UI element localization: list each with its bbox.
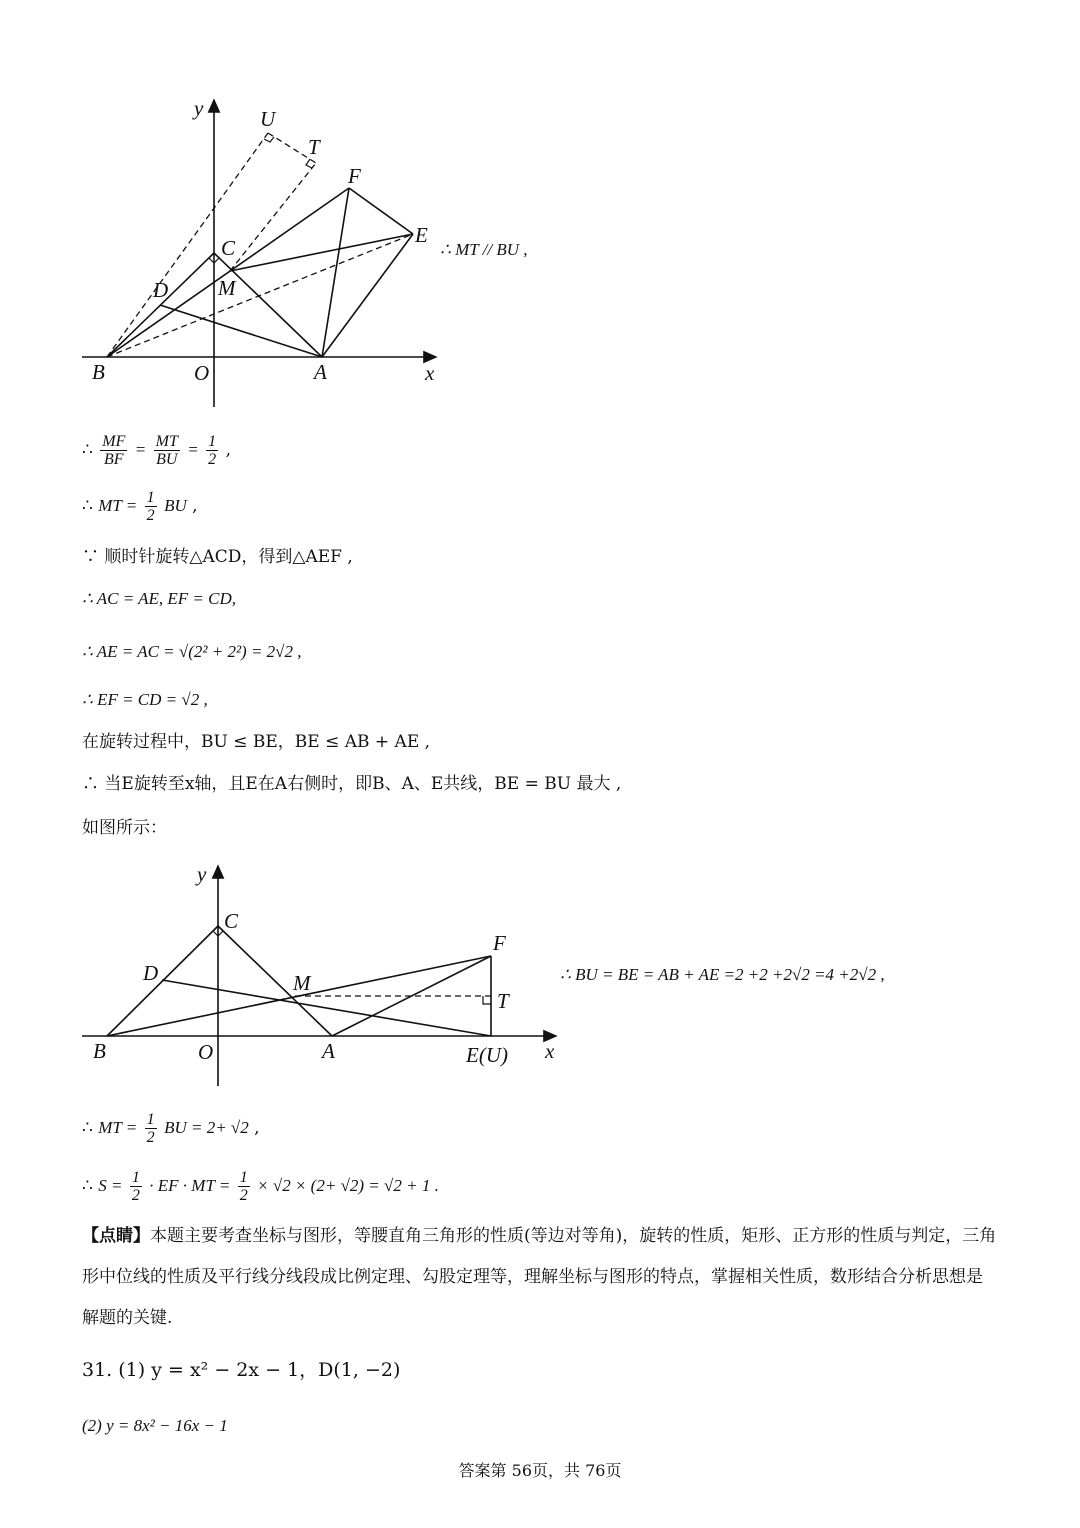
label-D-2: D bbox=[143, 961, 159, 985]
label-x: x bbox=[425, 361, 435, 385]
label-O: O bbox=[194, 361, 210, 385]
label-C-2: C bbox=[224, 909, 239, 933]
segment-MT bbox=[230, 163, 316, 271]
label-y-2: y bbox=[197, 862, 207, 886]
label-B: B bbox=[92, 360, 105, 384]
label-B-2: B bbox=[93, 1039, 106, 1063]
segment-BU bbox=[107, 133, 268, 357]
segment-CA-2 bbox=[218, 926, 332, 1036]
label-A-2: A bbox=[322, 1039, 335, 1063]
label-U: U bbox=[260, 107, 276, 131]
line-mt-half: ∴ MT = $\frac{1}{2}$ BU , bbox=[82, 489, 198, 524]
figure-2-side-text: ∴ BU = BE = AB + AE =2 +2 +2√2 =4 +2√2 , bbox=[560, 965, 885, 984]
line-as-shown: 如图所示： bbox=[82, 818, 167, 838]
label-F: F bbox=[348, 164, 361, 188]
line-ae-value: ∴ AE = AC = √(2² + 2²) = 2√2 , bbox=[82, 642, 302, 661]
segment-BC-2 bbox=[107, 926, 218, 1036]
line-rotation-process: 在旋转过程中，BU ≤ BE，BE ≤ AB + AE , bbox=[82, 732, 431, 752]
segment-DA bbox=[160, 305, 322, 357]
label-O-2: O bbox=[198, 1040, 214, 1064]
figure-1-side-text: ∴ MT // BU , bbox=[440, 240, 528, 259]
label-C: C bbox=[221, 236, 236, 260]
segment-CA bbox=[214, 253, 322, 357]
line-equal-sides: ∴ AC = AE, EF = CD, bbox=[82, 589, 237, 608]
line-ratio: ∴ $\frac{MF}{BF}$ = $\frac{MT}{BU}$ = $\frac{1}{2}$ , bbox=[82, 433, 231, 468]
segment-FE bbox=[349, 188, 413, 234]
page-footer: 答案第 56页，共 76页 bbox=[458, 1461, 622, 1480]
segment-BF bbox=[107, 188, 349, 357]
q31-part1: 31. (1) y = x² − 2x − 1，D(1, −2) bbox=[82, 1359, 401, 1381]
label-x-2: x bbox=[545, 1039, 555, 1063]
segment-DE-2 bbox=[162, 980, 491, 1036]
label-T-2: T bbox=[497, 989, 509, 1013]
line-rotation: ∵ 顺时针旋转△ACD，得到△AEF , bbox=[82, 547, 353, 567]
label-y: y bbox=[194, 96, 204, 120]
comment-text: 本题主要考查坐标与图形，等腰直角三角形的性质(等边对等角)，旋转的性质，矩形、正方形的性质与判定，三角形中位线的性质及平行线分线段成比例定理、勾股定理等，理解坐标与图形的特点，掌握相关性质，数形结合分析思想是解题的关键. bbox=[82, 1226, 997, 1328]
line-max-condition: ∴ 当E旋转至x轴，且E在A右侧时，即B、A、E共线，BE = BU 最大 , bbox=[82, 774, 622, 794]
right-angle-mark-T-2 bbox=[483, 996, 491, 1004]
label-T: T bbox=[308, 135, 320, 159]
line-mt-value: ∴ MT = $\frac{1}{2}$ BU = 2+ √2 , bbox=[82, 1111, 260, 1146]
label-F-2: F bbox=[493, 931, 506, 955]
line-ef-value: ∴ EF = CD = √2 , bbox=[82, 690, 208, 709]
comment-paragraph bbox=[82, 1216, 998, 1339]
label-M: M bbox=[218, 276, 236, 300]
figure-2-diagram bbox=[70, 855, 570, 1095]
label-E: E bbox=[415, 223, 428, 247]
line-area: ∴ S = $\frac{1}{2}$ · EF · MT = $\frac{1}{2}$ × √2 × (2+ √2) = √2 + 1 . bbox=[82, 1169, 439, 1204]
segment-FA bbox=[322, 188, 349, 357]
right-angle-mark-U bbox=[264, 137, 274, 142]
figure-1-diagram bbox=[70, 90, 470, 420]
comment-tag: 【点睛】 bbox=[82, 1226, 150, 1246]
q31-part2: (2) y = 8x² − 16x − 1 bbox=[82, 1416, 228, 1435]
label-EU-2: E(U) bbox=[466, 1043, 508, 1067]
label-M-2: M bbox=[293, 971, 311, 995]
label-D: D bbox=[153, 278, 169, 302]
label-A: A bbox=[314, 360, 327, 384]
